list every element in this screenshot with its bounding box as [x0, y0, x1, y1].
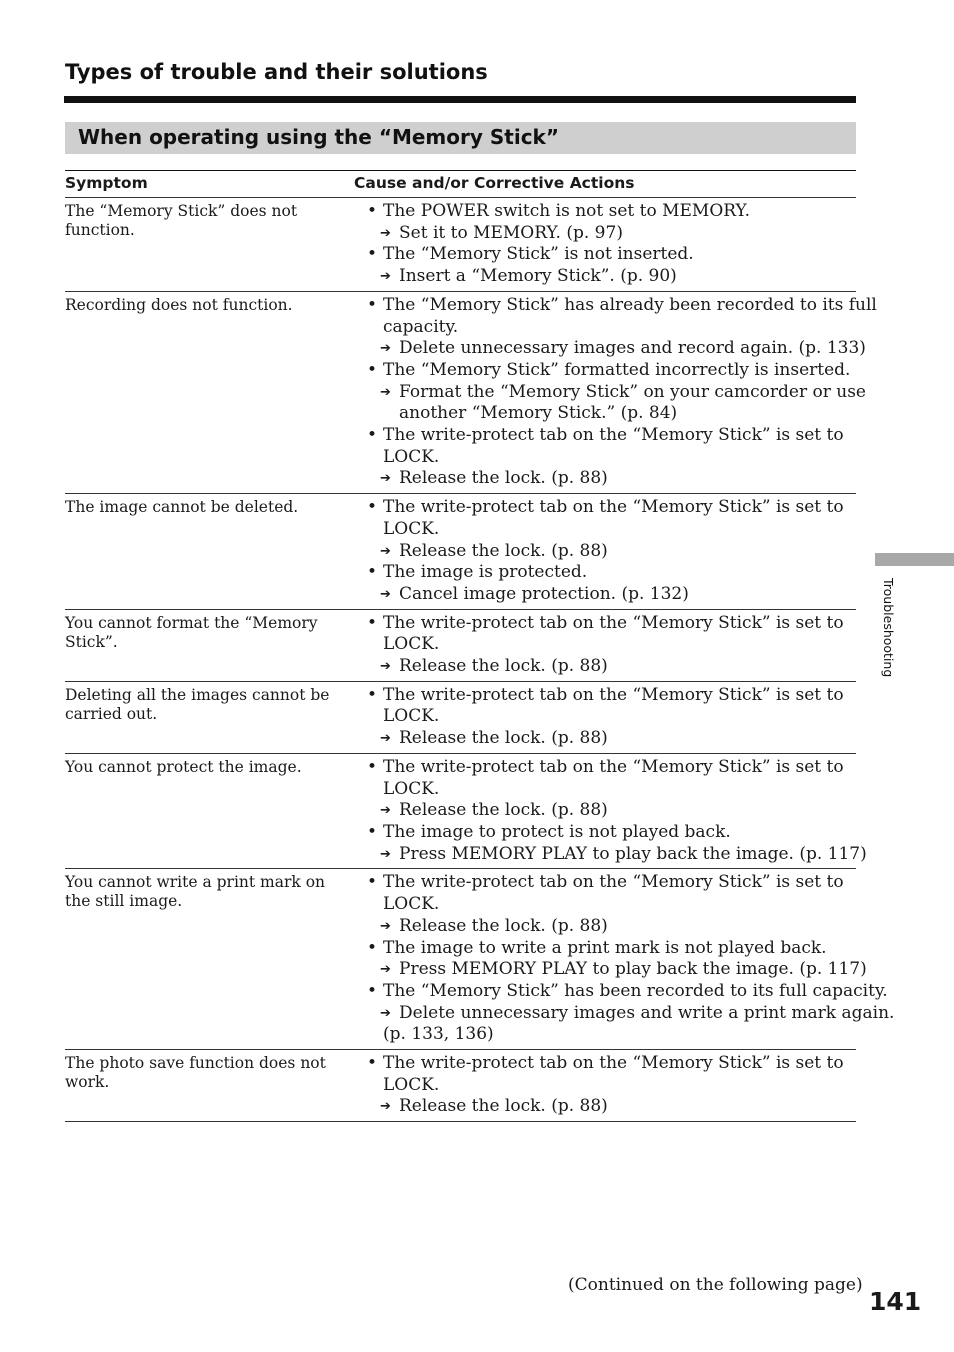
bullet-icon: •	[367, 872, 378, 893]
bullet-icon: •	[367, 562, 378, 583]
line-text: Press MEMORY PLAY to play back the image. (p. 117)	[399, 959, 867, 980]
cause-item	[367, 497, 856, 519]
cause-cell	[367, 198, 856, 291]
cause-item	[367, 685, 856, 707]
section-tab-marker	[875, 553, 954, 566]
corrective-action	[367, 223, 856, 245]
line-text: Release the lock. (p. 88)	[399, 728, 608, 749]
page-number: 141	[869, 1287, 922, 1316]
corrective-action	[367, 728, 856, 750]
continuation-line	[367, 519, 856, 541]
table-row	[65, 1050, 856, 1122]
continuation-line	[367, 894, 856, 916]
bullet-icon: •	[367, 821, 378, 842]
line-text: LOCK.	[383, 446, 440, 467]
bullet-icon: •	[367, 425, 378, 446]
symptom-cell: You cannot format the “Memory Stick”.	[65, 613, 318, 651]
line-text: another “Memory Stick.” (p. 84)	[399, 403, 678, 424]
cause-cell	[367, 869, 895, 1049]
line-text: Release the lock. (p. 88)	[399, 915, 608, 936]
table-row	[65, 610, 856, 682]
line-text: Delete unnecessary images and write a print mark again.	[399, 1002, 895, 1023]
arrow-right-icon: ➔	[380, 731, 391, 747]
cause-item	[367, 757, 856, 779]
cause-item	[367, 613, 856, 635]
table-row	[65, 869, 895, 1050]
cause-cell	[367, 682, 856, 753]
table-row	[65, 494, 856, 610]
continuation-line	[367, 779, 856, 801]
line-text: LOCK.	[383, 634, 440, 655]
corrective-action	[367, 1096, 856, 1118]
line-text: The “Memory Stick” is not inserted.	[383, 244, 694, 265]
line-text: Press MEMORY PLAY to play back the image. (p. 117)	[399, 843, 867, 864]
line-text: The “Memory Stick” has been recorded to its full capacity.	[383, 980, 888, 1001]
table-row	[65, 682, 856, 754]
line-text: Release the lock. (p. 88)	[399, 540, 608, 561]
cause-item	[367, 201, 856, 223]
bullet-icon: •	[367, 612, 378, 633]
corrective-action	[367, 541, 856, 563]
arrow-right-icon: ➔	[380, 269, 391, 285]
line-text: The image to protect is not played back.	[383, 821, 731, 842]
table-row	[65, 292, 877, 494]
symptom-cell: You cannot write a print mark on the still image.	[65, 873, 326, 911]
continuation-line	[367, 447, 856, 469]
bullet-icon: •	[367, 497, 378, 518]
symptom-cell: The “Memory Stick” does not function.	[65, 202, 298, 239]
line-text: The write-protect tab on the “Memory Stick” is set to	[383, 497, 844, 518]
arrow-right-icon: ➔	[380, 225, 391, 241]
line-text: Release the lock. (p. 88)	[399, 800, 608, 821]
symptom-cell: The photo save function does not work.	[65, 1054, 326, 1092]
continuation-line	[367, 706, 856, 728]
side-section-label: Troubleshooting	[881, 578, 896, 678]
cause-item	[367, 980, 888, 1003]
line-text: Set it to MEMORY. (p. 97)	[399, 222, 623, 243]
line-text: The write-protect tab on the “Memory Stick” is set to	[383, 684, 844, 705]
bullet-icon: •	[367, 294, 378, 315]
bullet-icon: •	[367, 937, 378, 958]
table-row	[65, 198, 856, 292]
symptom-cell: You cannot protect the image.	[65, 757, 302, 776]
symptom-cell: Recording does not function.	[65, 295, 293, 314]
line-text: Insert a “Memory Stick”. (p. 90)	[399, 266, 677, 287]
line-text: LOCK.	[383, 778, 440, 799]
corrective-action	[367, 1002, 895, 1025]
arrow-right-icon: ➔	[380, 586, 391, 602]
bullet-icon: •	[367, 244, 378, 265]
line-text: The write-protect tab on the “Memory Stick” is set to	[383, 1053, 844, 1074]
bullet-icon: •	[367, 684, 378, 705]
line-text: The image to write a print mark is not played back.	[383, 937, 827, 958]
arrow-right-icon: ➔	[380, 471, 391, 487]
line-text: The write-protect tab on the “Memory Stick” is set to	[383, 872, 844, 893]
line-text: LOCK.	[383, 706, 440, 727]
cause-cell	[367, 754, 867, 869]
corrective-action	[367, 468, 856, 490]
cause-item	[367, 562, 856, 584]
cause-cell	[367, 1050, 856, 1121]
cause-cell	[367, 610, 856, 681]
bullet-icon: •	[367, 1053, 378, 1074]
corrective-action	[367, 800, 856, 822]
line-text: capacity.	[383, 316, 459, 337]
continuation-line	[367, 634, 856, 656]
line-text: LOCK.	[383, 1074, 440, 1095]
cause-item	[367, 360, 856, 382]
continuation-line	[367, 317, 856, 339]
line-text: The “Memory Stick” has already been recorded to its full	[383, 294, 877, 315]
cause-item	[367, 822, 856, 844]
heading-rule	[64, 96, 856, 103]
line-text: LOCK.	[383, 518, 440, 539]
cause-item	[367, 1053, 856, 1075]
line-text: The write-protect tab on the “Memory Stick” is set to	[383, 756, 844, 777]
continuation-line	[367, 1075, 856, 1097]
page-heading: Types of trouble and their solutions	[65, 60, 488, 84]
corrective-action	[367, 916, 856, 938]
section-title: When operating using the “Memory Stick”	[78, 125, 559, 149]
bullet-icon: •	[367, 359, 378, 380]
cause-item	[367, 425, 856, 447]
line-text: Release the lock. (p. 88)	[399, 468, 608, 489]
bullet-icon: •	[367, 756, 378, 777]
cause-item	[367, 872, 856, 894]
arrow-right-icon: ➔	[380, 962, 391, 978]
corrective-action	[367, 656, 856, 678]
arrow-right-icon: ➔	[380, 341, 391, 357]
symptom-cell: The image cannot be deleted.	[65, 498, 299, 517]
section-bar	[65, 122, 856, 154]
continuation-line	[367, 403, 856, 425]
line-text: Release the lock. (p. 88)	[399, 1096, 608, 1117]
corrective-action	[367, 843, 867, 866]
cause-item	[367, 244, 856, 266]
line-text: Delete unnecessary images and record again. (p. 133)	[399, 338, 866, 359]
table-row	[65, 754, 867, 870]
symptom-cell: Deleting all the images cannot be carried out.	[65, 685, 330, 723]
line-text: Cancel image protection. (p. 132)	[399, 583, 689, 604]
arrow-right-icon: ➔	[380, 803, 391, 819]
corrective-action	[367, 381, 866, 404]
line-text: The write-protect tab on the “Memory Stick” is set to	[383, 425, 844, 446]
symptom-column-header: Symptom	[65, 174, 148, 192]
cause-column-header: Cause and/or Corrective Actions	[354, 174, 635, 192]
corrective-action	[367, 338, 866, 360]
line-text: Release the lock. (p. 88)	[399, 656, 608, 677]
cause-cell	[367, 292, 877, 493]
line-text: LOCK.	[383, 894, 440, 915]
arrow-right-icon: ➔	[380, 918, 391, 934]
arrow-right-icon: ➔	[380, 384, 391, 400]
cause-cell	[367, 494, 856, 609]
bullet-icon: •	[367, 980, 378, 1001]
cause-item	[367, 938, 856, 960]
line-text: The write-protect tab on the “Memory Stick” is set to	[383, 612, 844, 633]
continued-note: (Continued on the following page)	[568, 1275, 863, 1295]
continuation-line	[367, 1024, 856, 1046]
line-text: (p. 133, 136)	[383, 1024, 494, 1045]
arrow-right-icon: ➔	[380, 1099, 391, 1115]
corrective-action	[367, 959, 867, 981]
arrow-right-icon: ➔	[380, 1005, 391, 1021]
arrow-right-icon: ➔	[380, 846, 391, 862]
arrow-right-icon: ➔	[380, 543, 391, 559]
bullet-icon: •	[367, 201, 378, 221]
line-text: Format the “Memory Stick” on your camcorder or use	[399, 381, 866, 402]
cause-item	[367, 294, 877, 317]
arrow-right-icon: ➔	[380, 659, 391, 675]
line-text: The image is protected.	[383, 562, 588, 583]
table-header	[65, 171, 856, 198]
corrective-action	[367, 584, 856, 606]
line-text: The “Memory Stick” formatted incorrectly is inserted.	[383, 359, 851, 380]
corrective-action	[367, 266, 856, 288]
line-text: The POWER switch is not set to MEMORY.	[383, 201, 750, 221]
